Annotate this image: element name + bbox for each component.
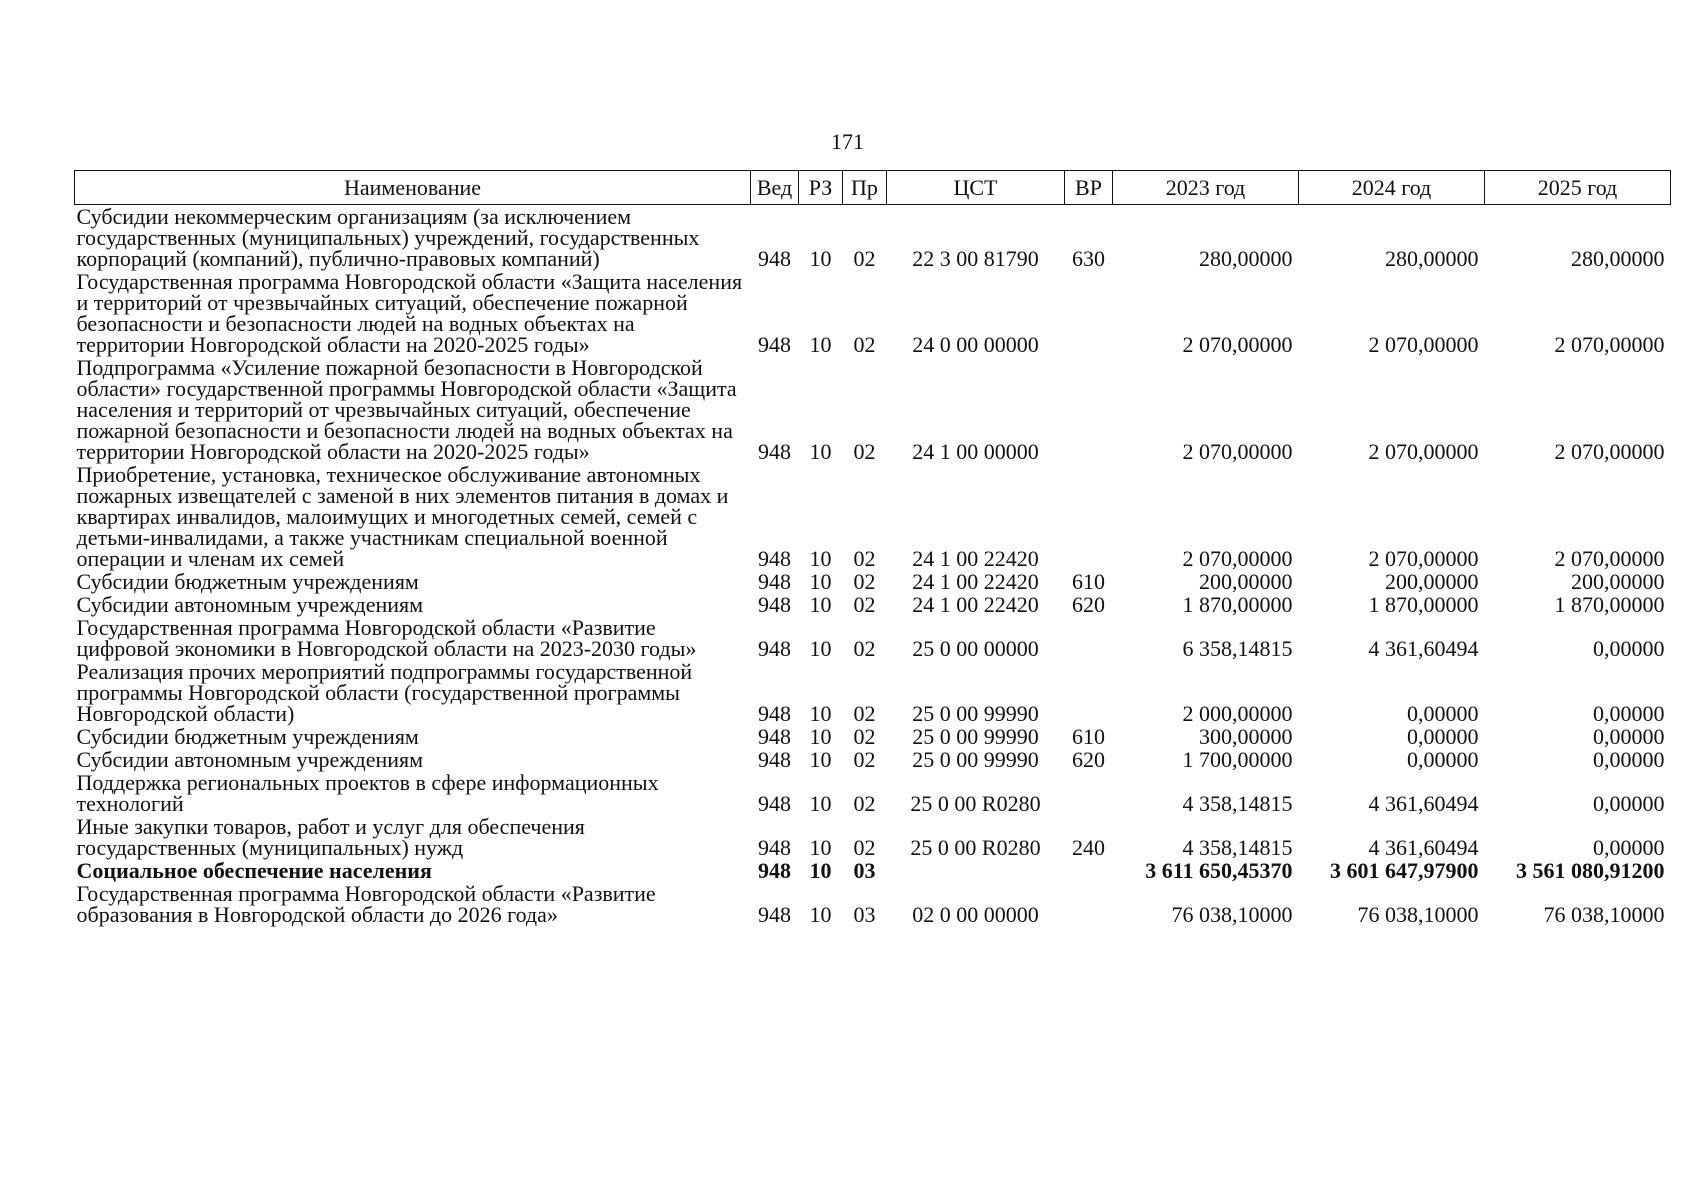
row-pr: 02 — [853, 701, 876, 726]
row-pr: 02 — [853, 835, 876, 860]
row-amount-2025: 200,00000 — [1571, 569, 1665, 594]
row-cst: 25 0 00 99990 — [912, 701, 1039, 726]
row-vr: 610 — [1072, 724, 1105, 749]
row-pr: 02 — [853, 246, 876, 271]
row-amount-2023: 300,00000 — [1199, 724, 1293, 749]
table-row — [75, 205, 1671, 271]
table-row — [75, 725, 1671, 748]
row-vr — [1065, 859, 1113, 882]
table-row — [75, 593, 1671, 616]
row-name: Субсидии некоммерческим организациям (за исключением государственных (муниципальных) учреждений, государственных корпораций (компаний), публично-правовых компаний) — [76, 204, 700, 271]
row-amount-2023: 4 358,14815 — [1182, 791, 1293, 816]
header-name: Наименование — [75, 171, 751, 205]
row-rz: 10 — [809, 439, 832, 464]
row-name: Государственная программа Новгородской области «Развитие цифровой экономики в Новгородской области на 2023-2030 годы» — [76, 615, 697, 661]
row-amount-2025: 0,00000 — [1593, 636, 1665, 661]
table-row — [75, 882, 1671, 926]
row-cst: 25 0 00 R0280 — [910, 835, 1041, 860]
row-rz: 10 — [809, 546, 832, 571]
row-pr: 02 — [853, 332, 876, 357]
row-name: Подпрограмма «Усиление пожарной безопасности в Новгородской области» государственной программы Новгородской области «Защита населения и территорий от чрезвычайных ситуаций, обеспечение пожарной безопасности и безопасности людей на водных объектах на территории Новгородской области на 2020-2025 годы» — [76, 355, 737, 464]
row-pr: 02 — [853, 791, 876, 816]
row-pr: 02 — [853, 724, 876, 749]
row-cst: 24 1 00 00000 — [912, 439, 1039, 464]
table-body — [75, 205, 1671, 927]
row-rz: 10 — [809, 701, 832, 726]
row-amount-2025: 0,00000 — [1593, 701, 1665, 726]
table-row — [75, 570, 1671, 593]
row-amount-2024: 3 601 647,97900 — [1330, 858, 1479, 883]
row-cst: 25 0 00 99990 — [912, 724, 1039, 749]
row-amount-2025: 1 870,00000 — [1554, 592, 1665, 617]
row-amount-2023: 200,00000 — [1199, 569, 1293, 594]
row-ved: 948 — [758, 636, 791, 661]
row-amount-2023: 1 870,00000 — [1182, 592, 1293, 617]
row-cst: 02 0 00 00000 — [912, 902, 1039, 927]
row-amount-2024: 0,00000 — [1407, 747, 1479, 772]
row-name: Иные закупки товаров, работ и услуг для обеспечения государственных (муниципальных) нужд — [76, 814, 585, 860]
row-pr: 02 — [853, 636, 876, 661]
row-rz: 10 — [809, 747, 832, 772]
row-amount-2024: 0,00000 — [1407, 724, 1479, 749]
row-amount-2023: 6 358,14815 — [1182, 636, 1293, 661]
row-vr — [1065, 616, 1113, 660]
row-ved: 948 — [758, 592, 791, 617]
row-name: Социальное обеспечение населения — [76, 858, 432, 883]
row-pr: 03 — [853, 902, 876, 927]
header-vr: ВР — [1065, 171, 1113, 205]
row-amount-2025: 2 070,00000 — [1554, 332, 1665, 357]
row-amount-2024: 2 070,00000 — [1368, 439, 1479, 464]
row-rz: 10 — [809, 724, 832, 749]
row-name: Субсидии бюджетным учреждениям — [76, 724, 419, 749]
row-rz: 10 — [809, 902, 832, 927]
row-cst: 22 3 00 81790 — [912, 246, 1039, 271]
row-rz: 10 — [809, 592, 832, 617]
table-row — [75, 356, 1671, 463]
row-cst: 25 0 00 99990 — [912, 747, 1039, 772]
row-vr: 630 — [1072, 246, 1105, 271]
row-ved: 948 — [758, 835, 791, 860]
row-ved: 948 — [758, 332, 791, 357]
header-cst: ЦСТ — [887, 171, 1065, 205]
row-rz: 10 — [809, 791, 832, 816]
row-vr: 240 — [1072, 835, 1105, 860]
row-ved: 948 — [758, 546, 791, 571]
row-rz: 10 — [809, 246, 832, 271]
row-pr: 02 — [853, 546, 876, 571]
row-name: Государственная программа Новгородской области «Защита населения и территорий от чрезвычайных ситуаций, обеспечение пожарной безопасности и безопасности людей на водных объектах на территории Новгородской области на 2020-2025 годы» — [76, 269, 743, 357]
row-cst: 24 1 00 22420 — [912, 569, 1039, 594]
header-ved: Вед — [751, 171, 799, 205]
budget-table — [74, 170, 1671, 926]
row-amount-2024: 4 361,60494 — [1368, 835, 1479, 860]
row-pr: 02 — [853, 747, 876, 772]
row-name: Субсидии автономным учреждениям — [76, 592, 424, 617]
row-cst — [887, 859, 1065, 882]
row-amount-2023: 1 700,00000 — [1182, 747, 1293, 772]
row-amount-2025: 0,00000 — [1593, 747, 1665, 772]
row-rz: 10 — [809, 636, 832, 661]
row-amount-2023: 2 070,00000 — [1182, 332, 1293, 357]
table-row — [75, 270, 1671, 356]
row-ved: 948 — [758, 791, 791, 816]
row-amount-2023: 2 000,00000 — [1182, 701, 1293, 726]
table-row — [75, 660, 1671, 725]
row-name: Субсидии бюджетным учреждениям — [76, 569, 419, 594]
row-vr — [1065, 771, 1113, 815]
row-cst: 24 1 00 22420 — [912, 546, 1039, 571]
row-amount-2024: 200,00000 — [1385, 569, 1479, 594]
row-amount-2025: 0,00000 — [1593, 791, 1665, 816]
row-amount-2025: 0,00000 — [1593, 835, 1665, 860]
row-ved: 948 — [758, 439, 791, 464]
row-cst: 24 0 00 00000 — [912, 332, 1039, 357]
header-2023: 2023 год — [1113, 171, 1299, 205]
row-name: Государственная программа Новгородской области «Развитие образования в Новгородской области до 2026 года» — [76, 881, 656, 927]
row-ved: 948 — [758, 701, 791, 726]
row-vr: 620 — [1072, 747, 1105, 772]
row-vr — [1065, 356, 1113, 463]
row-vr — [1065, 882, 1113, 926]
row-rz: 10 — [809, 332, 832, 357]
row-vr — [1065, 270, 1113, 356]
row-ved: 948 — [758, 569, 791, 594]
row-amount-2024: 76 038,10000 — [1357, 902, 1479, 927]
row-amount-2024: 1 870,00000 — [1368, 592, 1479, 617]
row-cst: 24 1 00 22420 — [912, 592, 1039, 617]
row-ved: 948 — [758, 858, 791, 883]
row-name: Приобретение, установка, техническое обслуживание автономных пожарных извещателей с заменой в них элементов питания в домах и квартирах инвалидов, малоимущих и многодетных семей, семей с детьми-инвалидами, а также участникам специальной военной операции и членам их семей — [76, 462, 729, 571]
row-vr — [1065, 660, 1113, 725]
row-amount-2024: 2 070,00000 — [1368, 546, 1479, 571]
row-ved: 948 — [758, 246, 791, 271]
row-amount-2023: 2 070,00000 — [1182, 546, 1293, 571]
table-row — [75, 815, 1671, 859]
row-amount-2023: 280,00000 — [1199, 246, 1293, 271]
table-row — [75, 771, 1671, 815]
row-amount-2024: 4 361,60494 — [1368, 636, 1479, 661]
row-vr: 610 — [1072, 569, 1105, 594]
page-number: 171 — [831, 129, 864, 154]
table-row — [75, 463, 1671, 570]
row-amount-2024: 0,00000 — [1407, 701, 1479, 726]
row-rz: 10 — [809, 569, 832, 594]
row-cst: 25 0 00 R0280 — [910, 791, 1041, 816]
row-cst: 25 0 00 00000 — [912, 636, 1039, 661]
header-pr: Пр — [843, 171, 887, 205]
row-amount-2023: 3 611 650,45370 — [1145, 858, 1293, 883]
header-rz: РЗ — [799, 171, 843, 205]
row-amount-2023: 2 070,00000 — [1182, 439, 1293, 464]
row-amount-2025: 2 070,00000 — [1554, 546, 1665, 571]
row-name: Поддержка региональных проектов в сфере информационных технологий — [76, 770, 659, 816]
row-ved: 948 — [758, 724, 791, 749]
row-amount-2023: 4 358,14815 — [1182, 835, 1293, 860]
row-amount-2025: 280,00000 — [1571, 246, 1665, 271]
row-amount-2024: 4 361,60494 — [1368, 791, 1479, 816]
row-ved: 948 — [758, 747, 791, 772]
row-name: Субсидии автономным учреждениям — [76, 747, 424, 772]
row-pr: 03 — [853, 858, 876, 883]
header-2024: 2024 год — [1299, 171, 1485, 205]
row-ved: 948 — [758, 902, 791, 927]
row-amount-2023: 76 038,10000 — [1171, 902, 1293, 927]
row-name: Реализация прочих мероприятий подпрограммы государственной программы Новгородской области (государственной программы Новгородской области) — [76, 659, 693, 726]
row-rz: 10 — [809, 835, 832, 860]
table-header-row — [75, 171, 1671, 205]
row-pr: 02 — [853, 592, 876, 617]
row-rz: 10 — [809, 858, 832, 883]
row-vr — [1065, 463, 1113, 570]
table-row — [75, 616, 1671, 660]
row-amount-2025: 0,00000 — [1593, 724, 1665, 749]
row-amount-2025: 3 561 080,91200 — [1516, 858, 1665, 883]
header-2025: 2025 год — [1485, 171, 1671, 205]
row-amount-2024: 280,00000 — [1385, 246, 1479, 271]
row-vr: 620 — [1072, 592, 1105, 617]
row-amount-2025: 76 038,10000 — [1543, 902, 1665, 927]
row-pr: 02 — [853, 439, 876, 464]
row-amount-2024: 2 070,00000 — [1368, 332, 1479, 357]
table-row — [75, 859, 1671, 882]
table-row — [75, 748, 1671, 771]
row-pr: 02 — [853, 569, 876, 594]
row-amount-2025: 2 070,00000 — [1554, 439, 1665, 464]
